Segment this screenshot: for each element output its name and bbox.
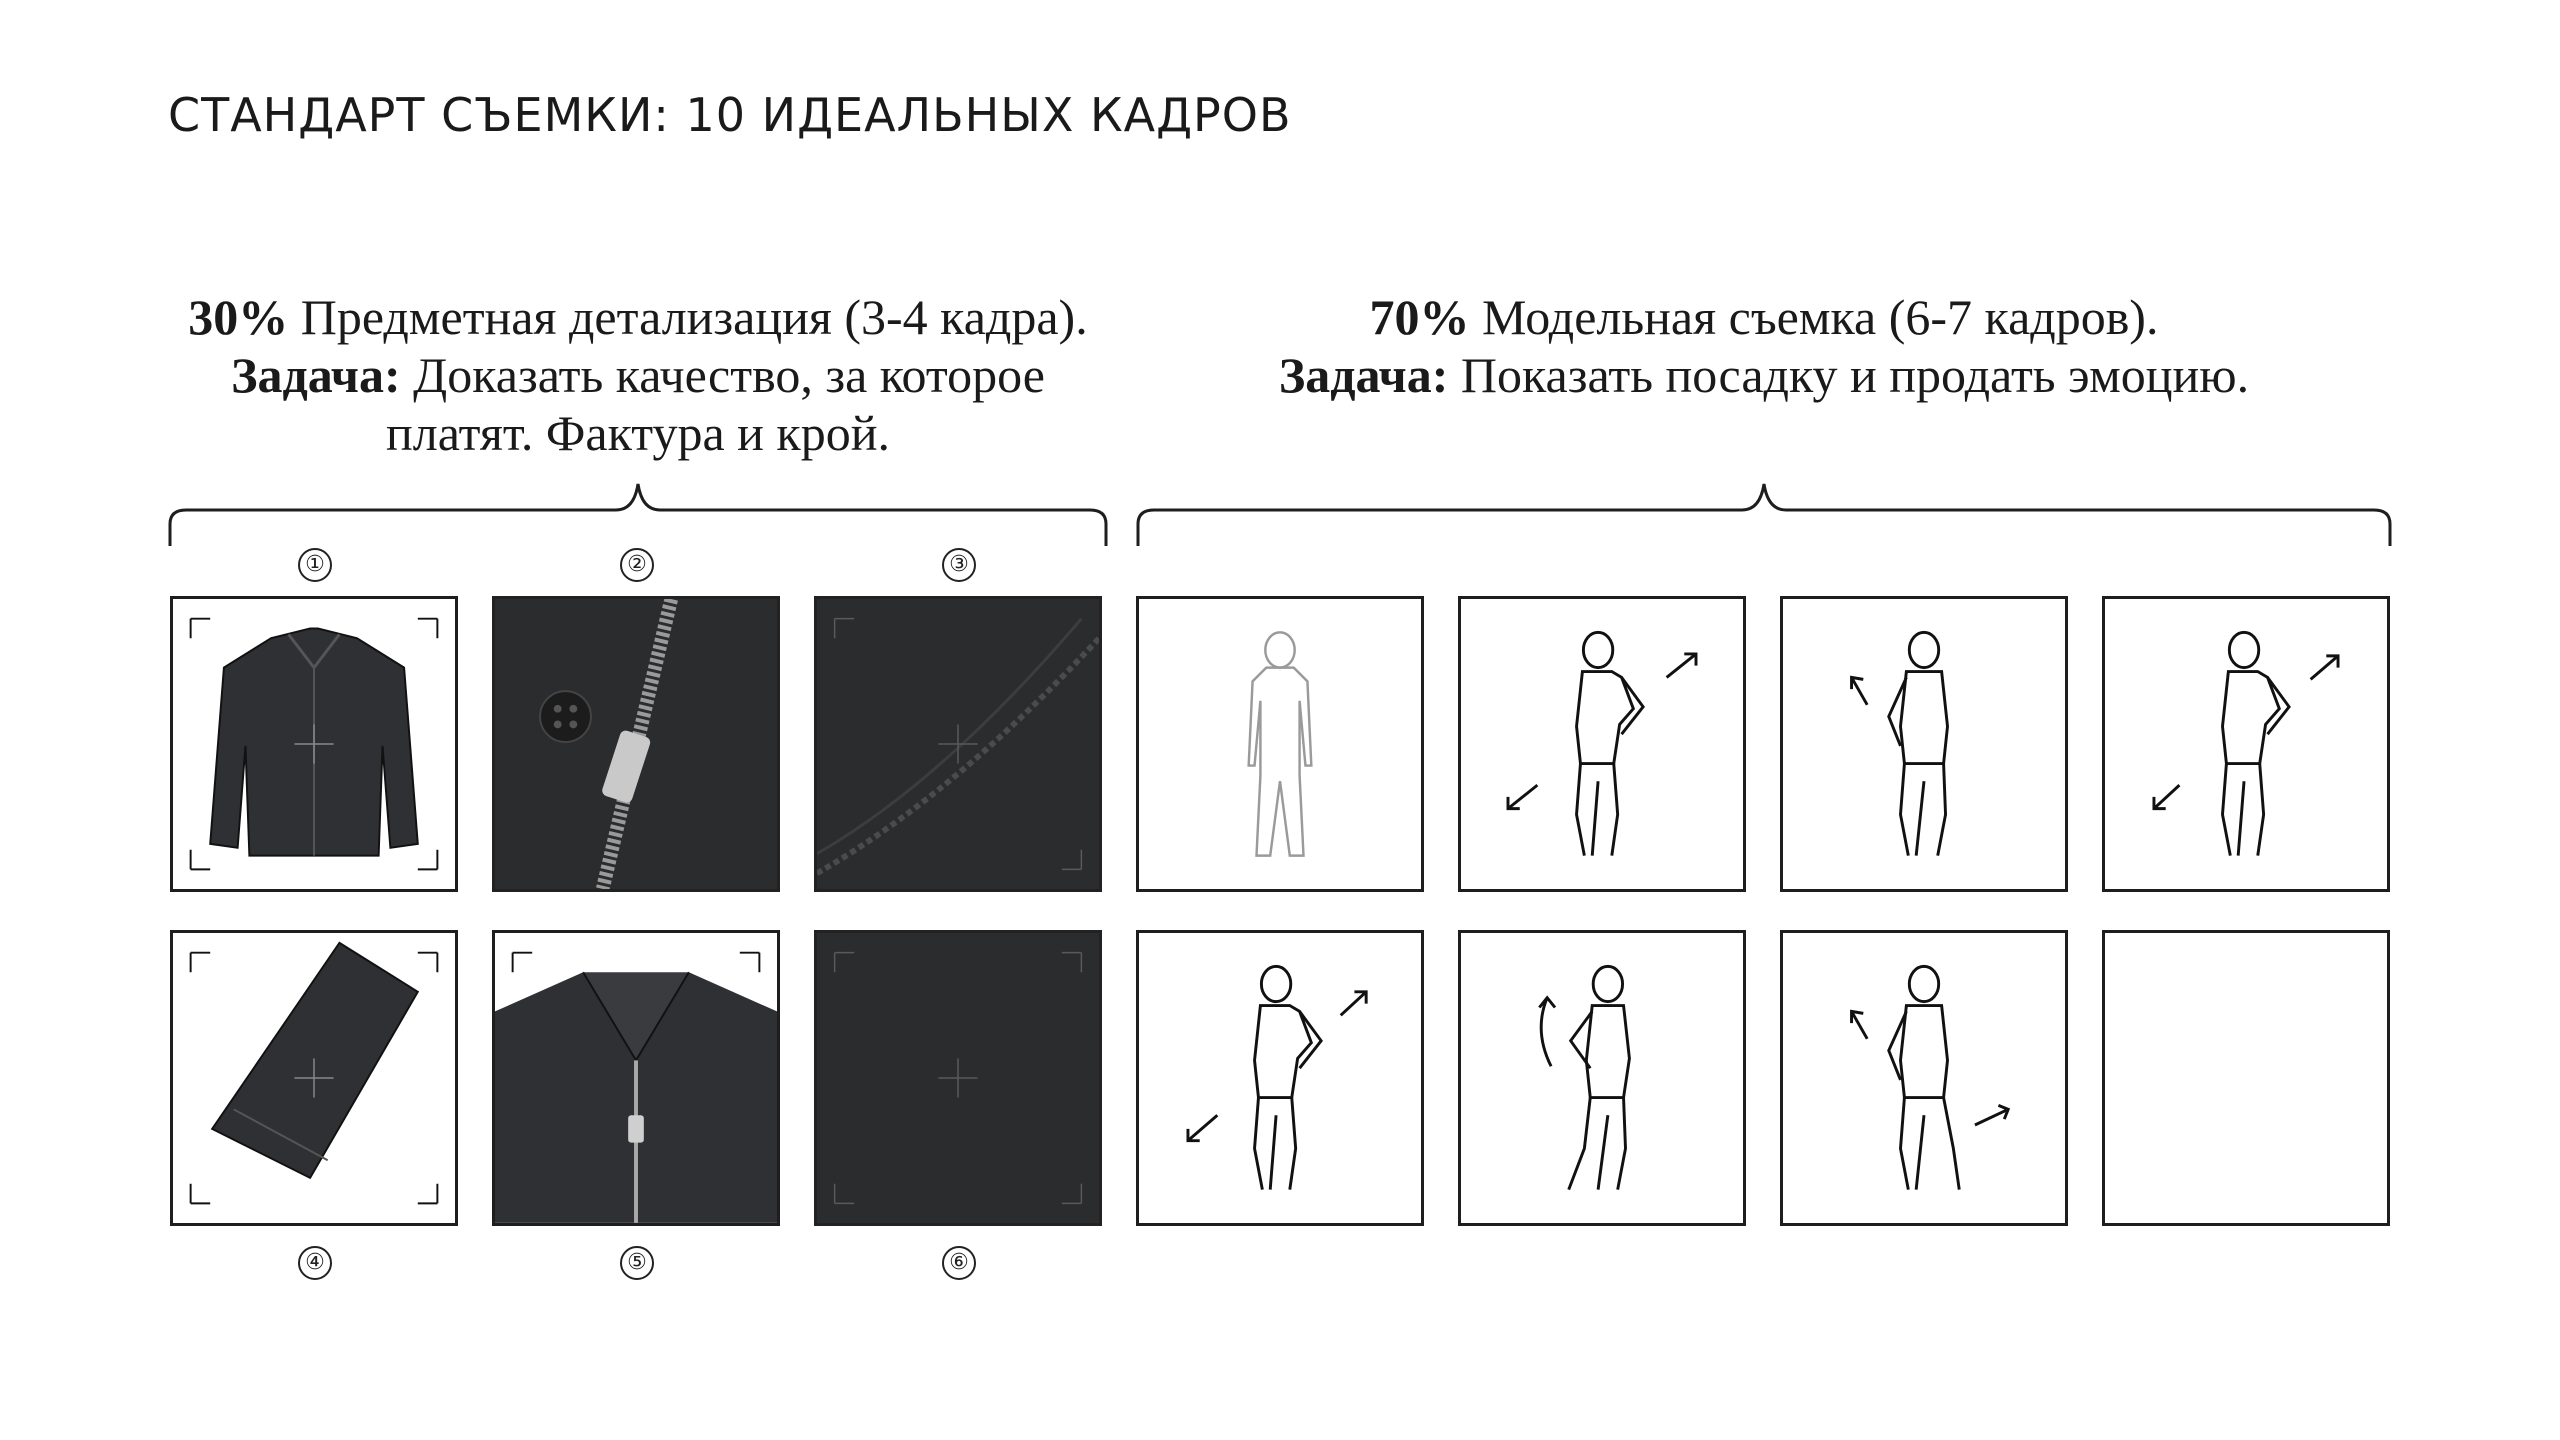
frame-number-3: ③ [942,548,976,582]
model-frame-4 [2102,596,2390,892]
model-frame-3 [1780,596,2068,892]
step-pose-icon [1783,933,2065,1223]
model-frame-5 [1136,930,1424,1226]
model-task-text: Показать посадку и продать эмоцию. [1448,347,2250,403]
collar-zip-icon [495,933,777,1223]
frame-number-1: ① [298,548,332,582]
hip-pose-icon-3 [1139,933,1421,1223]
hip-pose-icon-2 [2105,599,2387,889]
seam-texture-icon [817,599,1099,889]
product-frame-collar [492,930,780,1226]
product-detail-heading [168,288,1108,462]
arm-up-pose-icon [1783,599,2065,889]
product-task-label: Задача: [231,347,401,403]
fabric-texture-icon [817,933,1099,1223]
model-frame-8 [2102,930,2390,1226]
neutral-pose-icon [1139,599,1421,889]
page-title: СТАНДАРТ СЪЕМКИ: 10 ИДЕАЛЬНЫХ КАДРОВ [168,88,1292,142]
product-task-text: Доказать качество, за которое платят. Фактура и крой. [386,347,1045,461]
model-frame-6 [1458,930,1746,1226]
turn-pose-icon [1461,933,1743,1223]
model-frame-1 [1136,596,1424,892]
product-frame-fabric [814,930,1102,1226]
frame-number-5: ⑤ [620,1246,654,1280]
model-task-label: Задача: [1278,347,1449,403]
hip-pose-icon [1461,599,1743,889]
frame-number-6: ⑥ [942,1246,976,1280]
frame-number-2: ② [620,548,654,582]
model-heading-text: Модельная съемка (6-7 кадров). [1469,289,2159,345]
sleeve-cuff-icon [173,933,455,1223]
jacket-icon [173,599,455,889]
product-percent: 30% [188,289,289,345]
product-heading-text: Предметная детализация (3-4 кадра). [288,289,1088,345]
product-frame-jacket [170,596,458,892]
product-frame-sleeve [170,930,458,1226]
left-brace-icon [168,480,1108,550]
right-brace-icon [1136,480,2392,550]
model-shoot-heading [1136,288,2392,404]
product-frame-zipper [492,596,780,892]
model-frame-7 [1780,930,2068,1226]
model-frame-2 [1458,596,1746,892]
model-percent: 70% [1369,289,1470,345]
frame-number-4: ④ [298,1246,332,1280]
zipper-button-icon [495,599,777,889]
product-frame-seam [814,596,1102,892]
